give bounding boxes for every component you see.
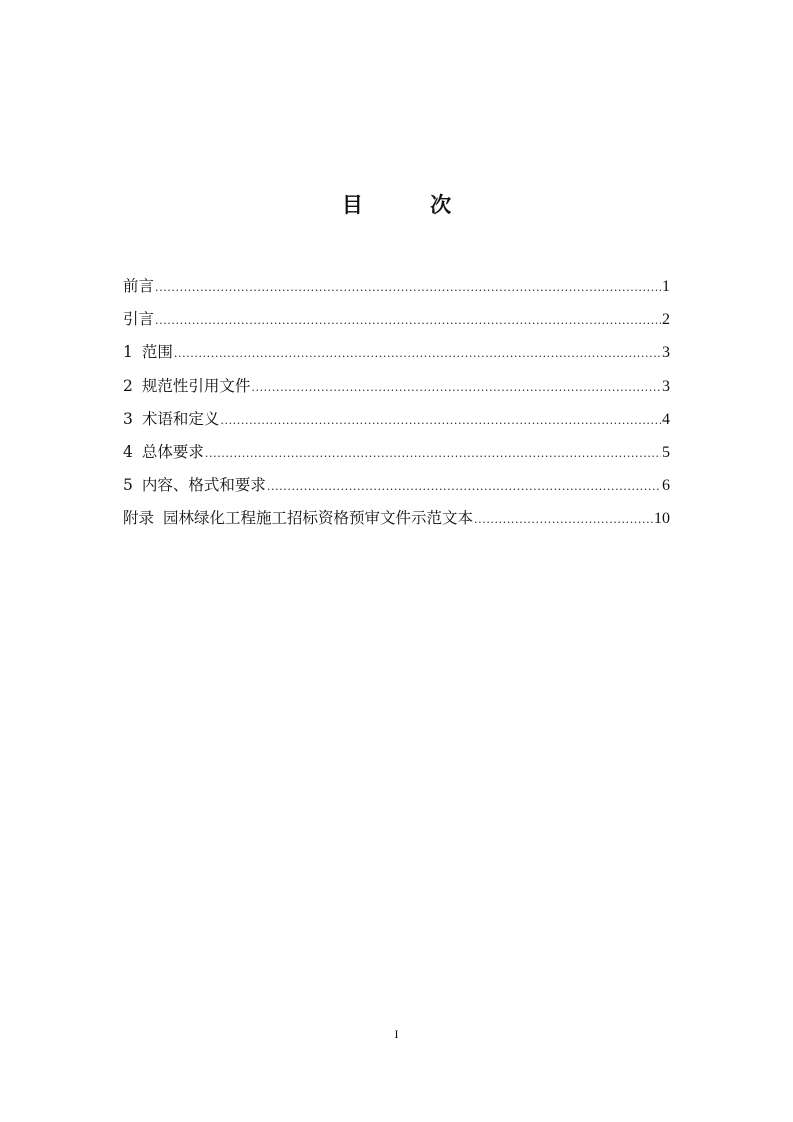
toc-entry-number: 5 bbox=[123, 476, 133, 495]
toc-entry-normative-references[interactable] bbox=[123, 370, 670, 403]
toc-entry-title: 总体要求 bbox=[141, 442, 204, 461]
toc-entry-label bbox=[123, 303, 154, 336]
toc-leader-dots bbox=[474, 503, 653, 536]
toc-page-number: 3 bbox=[662, 344, 670, 362]
toc-page-number: 3 bbox=[662, 377, 670, 395]
toc-entry-terms-definitions[interactable] bbox=[123, 403, 670, 436]
toc-page-number: 5 bbox=[662, 443, 670, 461]
page-title: 目 次 bbox=[341, 193, 482, 217]
toc-leader-dots bbox=[155, 271, 661, 304]
toc-leader-dots bbox=[267, 470, 661, 503]
toc-leader-dots bbox=[220, 404, 661, 437]
toc-entry-number: 2 bbox=[123, 376, 133, 395]
toc-leader-dots bbox=[155, 304, 661, 337]
toc-entry-appendix[interactable] bbox=[123, 502, 670, 535]
toc-entry-title: 引言 bbox=[123, 310, 155, 329]
toc-entry-preface[interactable] bbox=[123, 270, 670, 303]
toc-entry-label bbox=[123, 502, 473, 535]
toc-leader-dots bbox=[205, 437, 661, 470]
toc-entry-label bbox=[123, 436, 204, 469]
toc-entry-label bbox=[123, 403, 219, 436]
toc-entry-title: 园林绿化工程施工招标资格预审文件示范文本 bbox=[163, 509, 474, 528]
toc-entry-title: 范围 bbox=[141, 343, 173, 362]
toc-page-number: 1 bbox=[662, 278, 670, 295]
toc-entry-title: 内容、格式和要求 bbox=[141, 476, 266, 495]
toc-entry-scope[interactable] bbox=[123, 336, 670, 369]
toc-entry-title: 前言 bbox=[123, 277, 155, 295]
toc-entry-number: 4 bbox=[123, 442, 133, 461]
toc-entry-introduction[interactable] bbox=[123, 303, 670, 336]
toc-leader-dots bbox=[174, 337, 661, 370]
table-of-contents bbox=[123, 270, 670, 536]
page-number: I bbox=[394, 1027, 399, 1041]
toc-entry-number: 3 bbox=[123, 409, 133, 428]
toc-entry-label bbox=[123, 270, 154, 303]
toc-entry-label bbox=[123, 370, 250, 403]
toc-page-number: 4 bbox=[662, 410, 670, 428]
toc-page-number: 6 bbox=[662, 477, 670, 495]
toc-entry-content-format[interactable] bbox=[123, 469, 670, 502]
toc-leader-dots bbox=[251, 371, 661, 404]
toc-entry-number: 附录 bbox=[123, 509, 155, 528]
toc-entry-title: 术语和定义 bbox=[141, 409, 220, 428]
toc-entry-label bbox=[123, 336, 173, 369]
toc-entry-general-requirements[interactable] bbox=[123, 436, 670, 469]
toc-page-number: 2 bbox=[662, 311, 670, 329]
toc-entry-label bbox=[123, 469, 266, 502]
toc-page-number: 10 bbox=[654, 510, 670, 528]
toc-entry-number: 1 bbox=[123, 343, 133, 362]
toc-entry-title: 规范性引用文件 bbox=[141, 376, 251, 395]
